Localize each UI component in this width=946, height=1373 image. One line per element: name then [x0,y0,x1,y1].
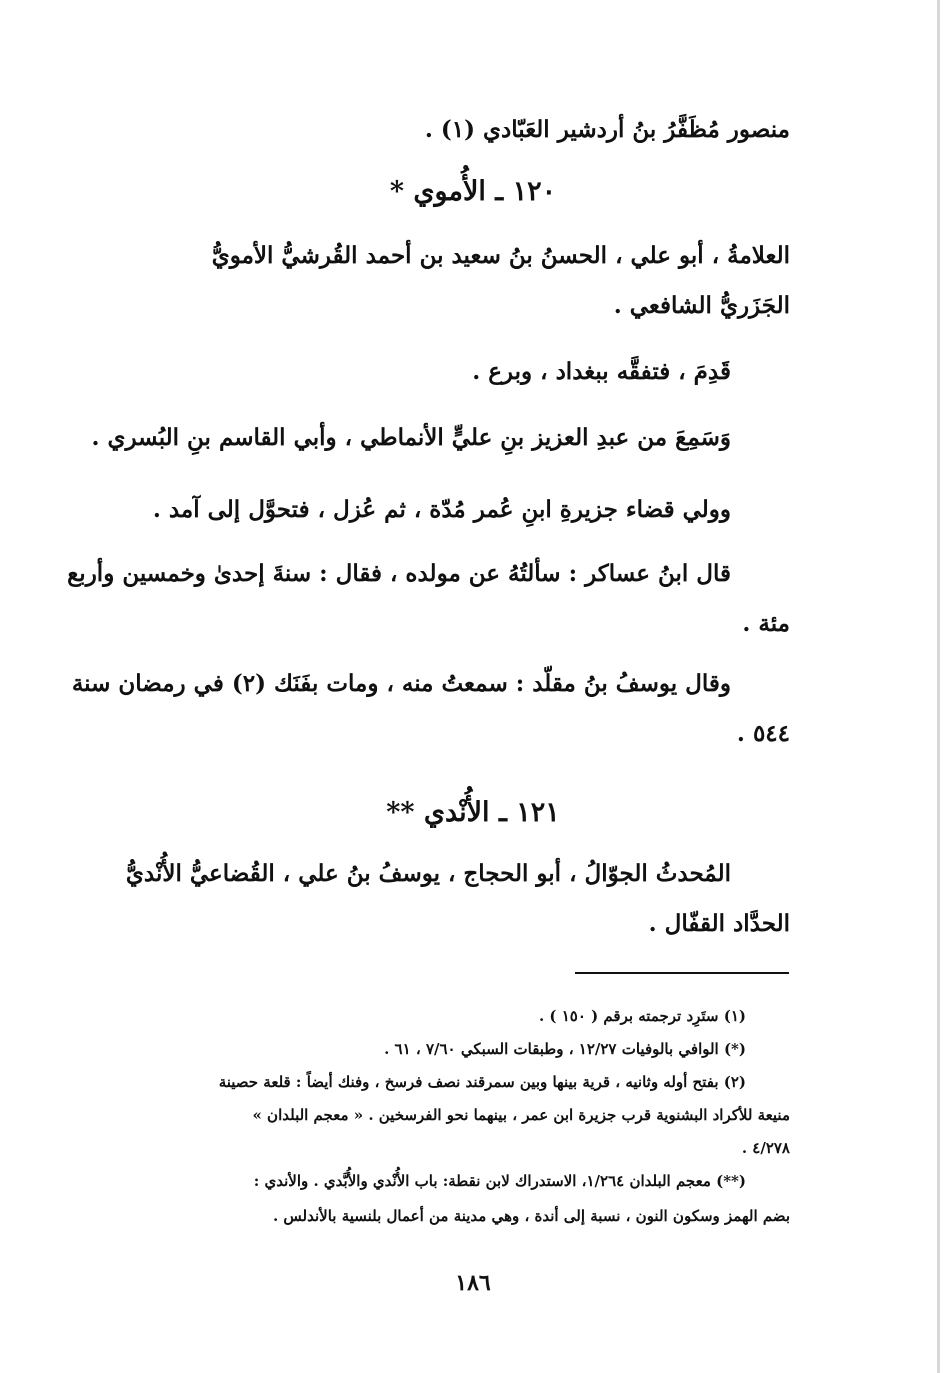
text-line-12: الحدَّاد القفّال . [648,910,790,937]
text-line-10: ٥٤٤ . [736,720,790,747]
text-line-8: مئة . [742,610,790,637]
entry-heading-120: ١٢٠ ـ الأُموي * [389,176,557,207]
text-line-4: قَدِمَ ، فتفقَّه ببغداد ، وبرع . [472,358,731,385]
footnote-3: (٢) بفتح أوله وثانيه ، قرية بينها وبين سمرقند نصف فرسخ ، وفنك أيضاً : قلعة حصينة [218,1073,746,1091]
text-line-5: وَسَمِعَ من عبدِ العزيز بنِ عليٍّ الأنماطي ، وأبي القاسم بنِ البُسري . [91,424,731,451]
footnote-1: (١) ستَرِد ترجمته برقم ( ١٥٠ ) . [538,1007,746,1025]
text-line-1: منصور مُظَفَّرُ بنُ أردشير العَبّادي (١) . [424,116,790,143]
text-line-6: وولي قضاء جزيرةِ ابنِ عُمر مُدّة ، ثم عُزل ، فتحوَّل إلى آمد . [152,496,731,523]
text-line-3: الجَزَريُّ الشافعي . [613,292,790,319]
footnote-4: منيعة للأكراد البشنوية قرب جزيرة ابن عمر ، بينهما نحو الفرسخين . « معجم البلدان » [252,1106,790,1124]
footnote-6: (**) معجم البلدان ١/٢٦٤، الاستدراك لابن نقطة: باب الأُنْدي والأُبَّدي . والأندي : [253,1172,746,1190]
footnote-separator [575,972,789,974]
footnote-7: بضم الهمز وسكون النون ، نسبة إلى أندة ، وهي مدينة من أعمال بلنسية بالأندلس . [272,1207,790,1225]
text-line-11: المُحدثُ الجوّالُ ، أبو الحجاج ، يوسفُ بنُ علي ، القُضاعيُّ الأُنْديُّ [125,860,731,887]
text-line-7: قال ابنُ عساكر : سألتُهُ عن مولده ، فقال : سنةَ إحدىٰ وخمسين وأربع [67,560,731,587]
text-line-2: العلامةُ ، أبو علي ، الحسنُ بنُ سعيد بن أحمد القُرشيُّ الأمويُّ [211,242,790,269]
footnote-5: ٤/٢٧٨ . [741,1139,790,1157]
text-line-9: وقال يوسفُ بنُ مقلّد : سمعتُ منه ، ومات بفَنَك (٢) في رمضان سنة [71,670,731,697]
page-number: ١٨٦ [455,1270,491,1296]
footnote-2: (*) الوافي بالوفيات ١٢/٢٧ ، وطبقات السبكي ٧/٦٠ ، ٦١ . [384,1040,746,1058]
page-edge-shadow [937,0,940,1373]
entry-heading-121: ١٢١ ـ الأُنْدي ** [386,797,560,828]
